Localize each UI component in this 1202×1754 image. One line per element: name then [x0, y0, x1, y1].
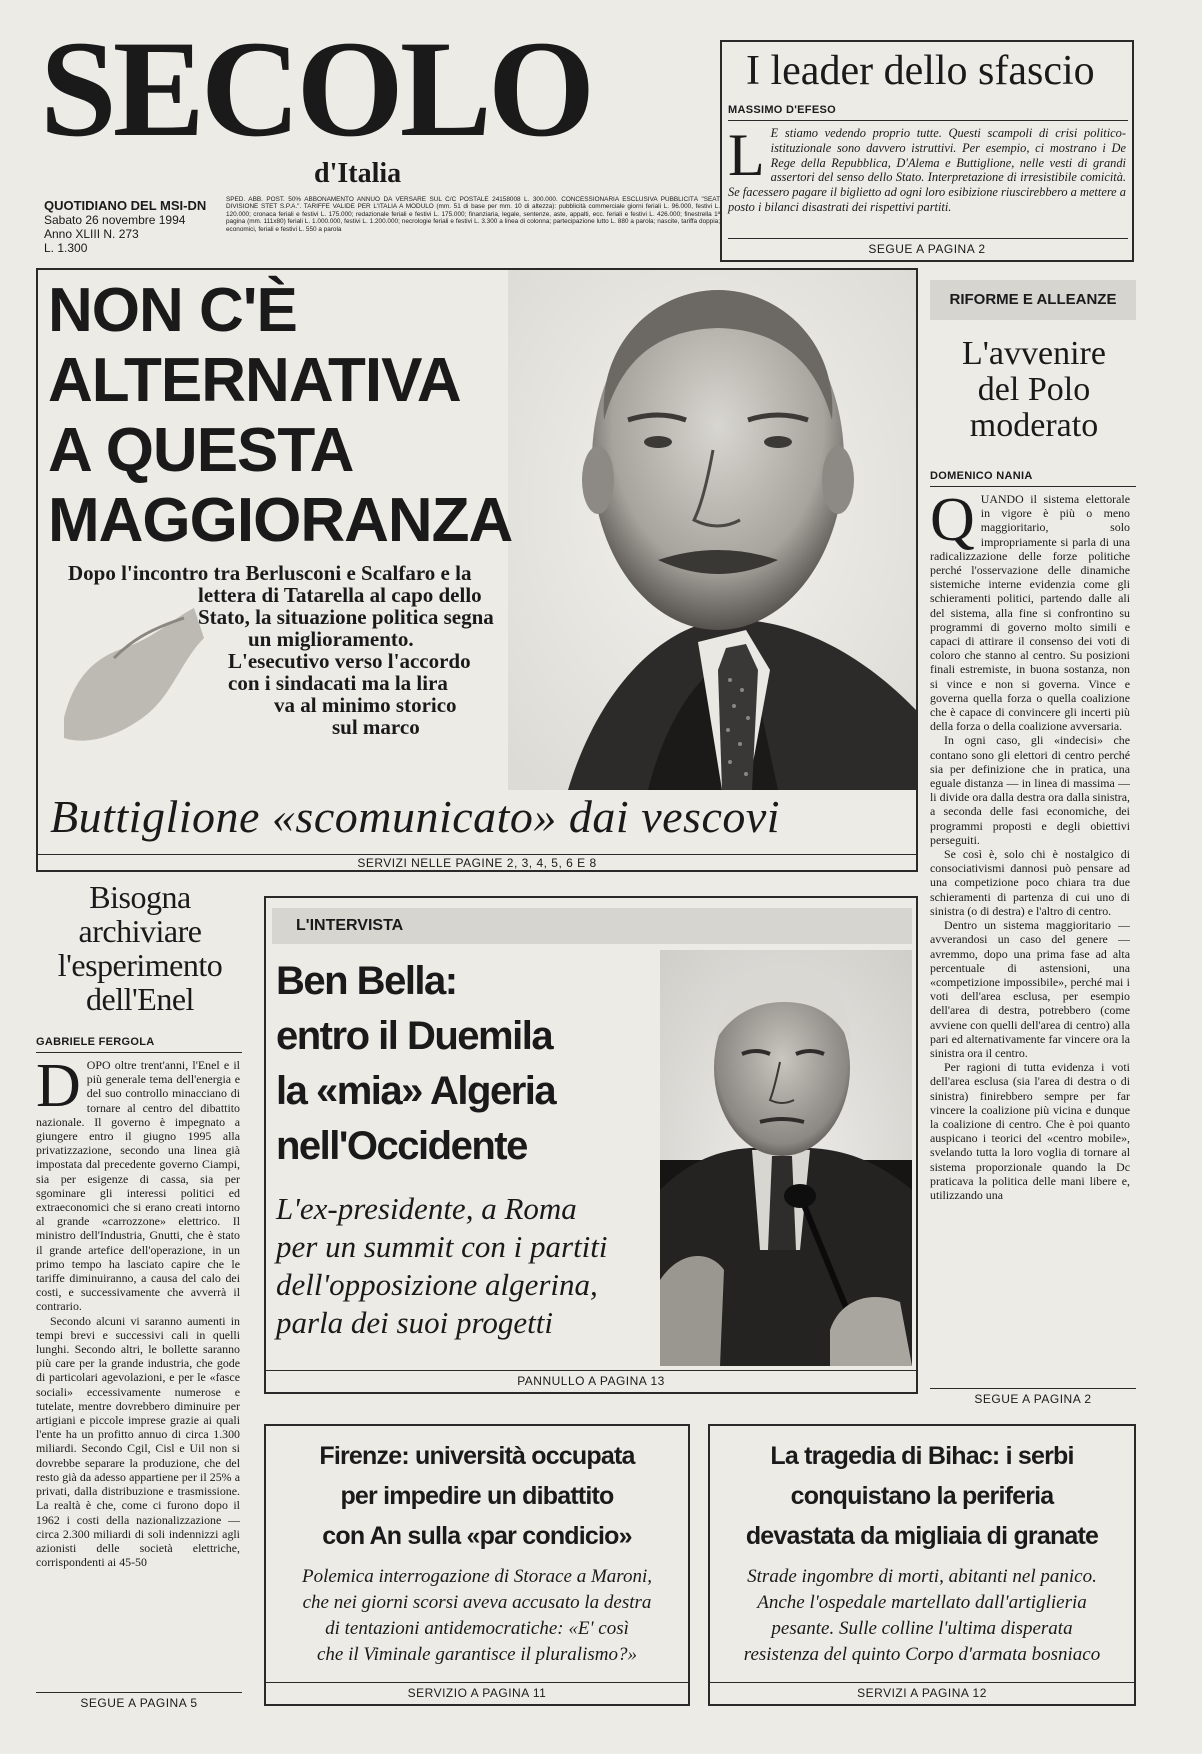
left-author: GABRIELE FERGOLA [36, 1036, 155, 1048]
masthead [40, 14, 720, 264]
right-footer-rule [930, 1388, 1136, 1389]
left-author-rule [36, 1052, 242, 1053]
interview-deck-line: parla dei suoi progetti [276, 1305, 553, 1340]
masthead-title: SECOLO [40, 12, 592, 165]
right-dropcap: Q [930, 492, 975, 554]
editorial-footer: SEGUE A PAGINA 2 [868, 242, 986, 256]
interview-headline [276, 954, 656, 1174]
bihac-headline-line: conquistano la periferia [790, 1482, 1054, 1510]
left-footer: SEGUE A PAGINA 5 [80, 1696, 198, 1710]
main-deck-line: sul marco [332, 715, 420, 739]
editorial-body [728, 122, 1126, 215]
main-headline [48, 276, 512, 556]
interview-footer: PANNULLO A PAGINA 13 [517, 1374, 665, 1388]
bihac-footer: SERVIZI A PAGINA 12 [857, 1686, 987, 1700]
main-story-box [36, 268, 918, 872]
left-footer-rule [36, 1692, 242, 1693]
main-headline-line: NON C'È [48, 276, 297, 345]
right-paragraph: QUANDO il sistema elettorale in vigore è più o meno maggioritario, solo impropriamente si parla di una radicalizzazione delle forze politiche perché l'osservazione delle dinamiche sistemiche interne evidenzia come gli schieramenti politici, partendo dalle ali del sistema, alla fine si confrontino su programmi di governo molto simili e capaci di attirare il consenso dei voti di coloro che stanno al centro. Su posizioni finali estremiste, in buona sostanza, non si vince e non si governa. Vince e governa quella forza o quella coalizione che è capace di convincere gli incerti più della forza o della coalizione avversaria. [930, 492, 1130, 734]
firenze-deck-line: che il Viminale garantisce il pluralismo?» [317, 1644, 637, 1665]
left-dropcap: D [36, 1058, 81, 1120]
interview-deck-line: L'ex-presidente, a Roma [276, 1191, 577, 1226]
firenze-deck-line: Polemica interrogazione di Storace a Maroni, [301, 1566, 653, 1587]
main-headline-line: MAGGIORANZA [48, 486, 513, 555]
editorial-author: MASSIMO D'EFESO [728, 104, 836, 116]
main-deck-line: Dopo l'incontro tra Berlusconi e Scalfaro e la [68, 561, 472, 585]
firenze-footer-rule [266, 1682, 688, 1683]
interview-headline-line: entro il Duemila [276, 1014, 553, 1058]
firenze-headline [266, 1436, 688, 1556]
main-deck-line: va al minimo storico [274, 693, 457, 717]
masthead-price: L. 1.300 [44, 241, 88, 255]
bihac-headline-line: La tragedia di Bihac: i serbi [770, 1442, 1074, 1470]
firenze-headline-line: con An sulla «par condicio» [322, 1522, 632, 1550]
firenze-deck-line: di tentazioni antidemocratiche: «E' così [325, 1618, 629, 1639]
bihac-box [708, 1424, 1136, 1706]
bihac-headline-line: devastata da migliaia di granate [745, 1522, 1099, 1550]
interview-box [264, 896, 918, 1394]
left-column [36, 880, 242, 1720]
right-column [930, 280, 1136, 1414]
bihac-deck-line: pesante. Sulle colline l'ultima disperata [771, 1618, 1073, 1639]
editorial-headline: I leader dello sfascio [746, 48, 1095, 94]
interview-deck-line: dell'opposizione algerina, [276, 1267, 598, 1302]
ben-bella-photo [660, 950, 912, 1366]
main-footer: SERVIZI NELLE PAGINE 2, 3, 4, 5, 6 E 8 [357, 856, 597, 870]
masthead-issue: Anno XLIII N. 273 [44, 227, 139, 241]
bihac-deck-line: resistenza del quinto Corpo d'armata bosniaco [743, 1644, 1101, 1665]
left-paragraph: DOPO oltre trent'anni, l'Enel e il più generale tema dell'energia e del suo controllo minacciano di tornare al centro del dibattito nazionale. Il governo è impegnato a giungere entro il giugno 1995 alla privatizzazione, secondo una linea già impostata dal precedente governo Ciampi, sia per esigenze di cassa, sia per sgominare gli interessi politici ed extraeconomici che si erano creati intorno al grande «carrozzone» elettrico. Il ministro dell'Industria, Gnutti, che è stato il grande artefice dell'operazione, in un primo tempo ha lasciato capire che le tariffe diminuiranno, a causa del calo dei costi, e successivamente che avverrà il contrario. [36, 1058, 240, 1314]
main-deck-line: con i sindacati ma la lira [228, 671, 448, 695]
firenze-footer: SERVIZIO A PAGINA 11 [407, 1686, 547, 1700]
right-paragraph: Se così è, solo chi è nostalgico di consociativismi dannosi può pensare ad una competizione poco chiara tra due schieramenti di partenza di cui uno di sinistra (o di destra) e l'altro di centro. [930, 847, 1130, 918]
main-headline-line: ALTERNATIVA [48, 346, 461, 415]
firenze-box [264, 1424, 690, 1706]
right-section-label: RIFORME E ALLEANZE [930, 280, 1136, 320]
interview-headline-line: nell'Occidente [276, 1124, 527, 1168]
bihac-headline [710, 1436, 1134, 1556]
right-headline: L'avvenire del Polo moderato [962, 335, 1106, 444]
firenze-deck-line: che nei giorni scorsi aveva accusato la destra [302, 1592, 652, 1613]
left-headline: Bisogna archiviare l'esperimento dell'Enel [57, 879, 223, 1017]
editorial-dropcap: L [728, 122, 765, 188]
masthead-subtitle: d'Italia [314, 158, 402, 189]
main-kicker: Buttiglione «scomunicato» dai vescovi [50, 791, 781, 842]
main-deck-line: L'esecutivo verso l'accordo [228, 649, 471, 673]
main-deck-line: un miglioramento. [248, 627, 414, 651]
right-author-rule [930, 486, 1136, 487]
interview-headline-line: la «mia» Algeria [276, 1069, 556, 1113]
interview-section-label: L'INTERVISTA [272, 908, 912, 944]
interview-deck [276, 1190, 656, 1342]
editorial-rule [728, 120, 1128, 121]
editorial-box [720, 40, 1134, 262]
bihac-footer-rule [710, 1682, 1134, 1683]
main-deck [38, 562, 538, 738]
firenze-headline-line: per impedire un dibattito [340, 1482, 614, 1510]
right-author: DOMENICO NANIA [930, 470, 1033, 482]
left-paragraph: Secondo alcuni vi saranno aumenti in tempi brevi e successivi cali in quelli lunghi. Secondo altri, le bollette saranno più care per la grande industria, che gode di particolari agevolazioni, e per le «fasce sociali» eccessivamente numerose e tutelate, mentre dovrebbero diminuire per artigiani e piccole imprese grazie ai quali l'ente ha un profitto annuo di circa 1.300 miliardi. Secondo Cgil, Cisl e Uil non si dovrebbe separare la produzione, che del resto già da adesso appartiene per il 25% a privati, dalla distribuzione e trasmissione. La realtà è che, come ci furono dopo il 1962 i costi della nazionalizzazione — circa 2.300 miliardi di soli indennizzi agli azionisti delle società elettriche, corrispondenti ai 45-50 [36, 1313, 240, 1570]
main-deck-line: lettera di Tatarella al capo dello [198, 583, 482, 607]
right-paragraph: In ogni caso, gli «indecisi» che contano sono gli elettori di centro perché sia per definizione che in pratica, una eguale distanza — in linea di massima — li divide ora dalla destra ora dalla sinistra, a seconda delle fasi economiche, dei programmi proposti e degli obiettivi perseguiti. [930, 733, 1130, 847]
berlusconi-photo [508, 270, 916, 790]
left-body [36, 1058, 240, 1684]
main-headline-line: A QUESTA [48, 416, 354, 485]
right-body [930, 492, 1130, 1368]
interview-footer-rule [266, 1370, 916, 1371]
firenze-headline-line: Firenze: università occupata [319, 1442, 635, 1470]
masthead-party: QUOTIDIANO DEL MSI-DN [44, 198, 207, 213]
editorial-text: E stiamo vedendo proprio tutte. Questi scampoli di crisi politico-istituzionale sono davvero istruttivi. Per esempio, ci mostrano i De Rege della Repubblica, D'Alema e Buttiglione, nelle vesti di grandi assertori del senso dello Stato. Interpretazione di irresistibile comicità. Se facessero pagare il biglietto ad ogni loro esibizione riuscirebbero a mettere a posto i bilanci disastrati dei rispettivi partiti. [728, 126, 1126, 214]
firenze-deck [266, 1564, 688, 1668]
interview-headline-line: Ben Bella: [276, 959, 457, 1003]
interview-deck-line: per un summit con i partiti [276, 1229, 608, 1264]
right-paragraph: Dentro un sistema maggioritario — avverandosi un caso del genere — avremmo, dopo una prima fase ad alta percentuale di astensioni, una «competizione impossibile», perché mai i voti dell'area esclusa, per esempio dell'area di destra, potrebbero (come avviene con quelli dell'area di centro) alla pari ed alternativamente far vincere ora la sinistra ora il centro. [930, 918, 1130, 1060]
bihac-deck-line: Strade ingombre di morti, abitanti nel panico. [747, 1566, 1097, 1587]
masthead-fine-print: SPED. ABB. POST. 50% ABBONAMENTO ANNUO DA VERSARE SUL C/C POSTALE 24158008 L. 300.000. CONCESSIONARIA ESCLUSIVA PUBBLICITÀ "SEAT DIVISIONE STET S.P.A.". TARIFFE VALIDE PER L'ITALIA A MODULO (mm. 51 di base per mm. 10 di altezza): pubblicità commerciale giorni feriali L. 96.000, festivi L. 120.000; cronaca feriali e festivi L. 175.000; redazionale feriali e festivi L. 175.000; finanziaria, legale, sentenze, aste, appalti, ecc. feriali e festivi L. 426.000; finestrella 1ª pagina (mm. 111x80) feriali L. 1.000.000, festivi L. 1.200.000; necrologie feriali e festivi L. 3.300 a linea di colonna; partecipazione lutto L. 880 a parola; nascite, tariffa doppia; economici, feriali e festivi L. 550 a parola [226, 196, 720, 233]
masthead-date: Sabato 26 novembre 1994 [44, 213, 186, 227]
right-footer: SEGUE A PAGINA 2 [974, 1392, 1092, 1406]
bihac-deck-line: Anche l'ospedale martellato dall'artiglieria [757, 1592, 1087, 1613]
editorial-footer-rule [728, 238, 1128, 239]
right-paragraph: Per ragioni di tutta evidenza i voti dell'area esclusa (sia l'area di destra o di sinistra) finirebbero sempre per far vincere la coalizione più vicina e dunque la coalizione di centro. Che è poi quanto auspicano i teorici del «centro mobile», svelando tutta la loro voglia di tornare al sistema proporzionale quando la Dc praticava la politica delle mani libere e, utilizzando una [930, 1060, 1130, 1202]
main-footer-rule [38, 854, 916, 855]
bihac-deck [710, 1564, 1134, 1668]
main-deck-line: Stato, la situazione politica segna [198, 605, 494, 629]
